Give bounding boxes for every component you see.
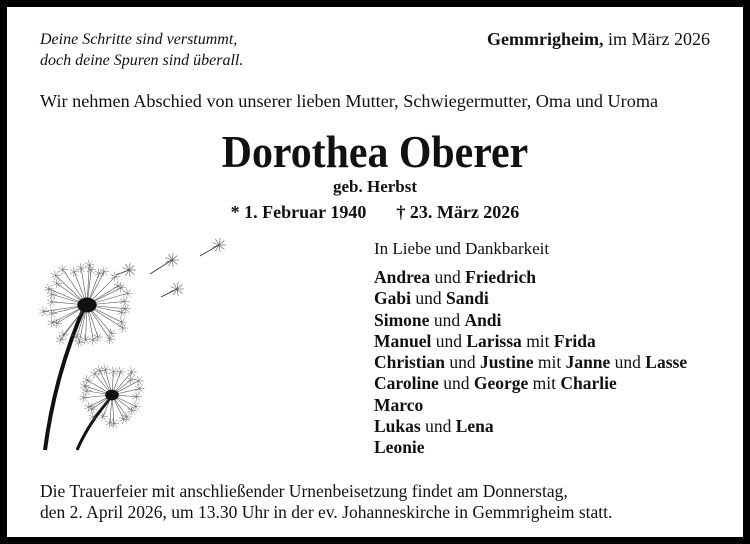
- seed-fluff: [131, 376, 134, 380]
- seed-fluff: [126, 305, 129, 309]
- seed-fluff: [113, 372, 116, 376]
- date: im März 2026: [608, 29, 710, 49]
- seed-fluff: [52, 313, 55, 317]
- seed-fluff: [122, 318, 125, 322]
- family-member-name: Janne: [565, 352, 611, 373]
- family-member-line: [374, 395, 687, 416]
- maiden-name: geb. Herbst: [332, 177, 418, 196]
- connector: und: [420, 416, 456, 437]
- connector: mit: [528, 373, 561, 394]
- seed-fluff: [63, 266, 66, 270]
- seed-fluff: [104, 272, 107, 276]
- seed-fluff: [95, 374, 98, 378]
- family-member-name: Simone: [374, 309, 430, 330]
- seed-fluff: [57, 280, 60, 284]
- seed-fluff: [136, 402, 139, 406]
- quote-line: Deine Schritte sind verstummt,: [40, 31, 238, 48]
- connector: und: [610, 352, 646, 373]
- seed-fluff: [123, 328, 126, 332]
- seed-fluff: [57, 323, 60, 327]
- family-list: [374, 267, 687, 459]
- flying-seed: [150, 260, 172, 274]
- seed-fluff: [140, 389, 143, 393]
- seed-fluff: [103, 417, 106, 421]
- family-member-line: [374, 416, 687, 437]
- family-member-name: Andi: [464, 309, 502, 330]
- connector: und: [438, 373, 474, 394]
- seed-fluff: [128, 293, 131, 297]
- connector: und: [444, 352, 480, 373]
- connector: mit: [521, 330, 554, 351]
- seed-fluff: [139, 377, 142, 381]
- seed-fluff: [89, 261, 92, 265]
- seed-fluff: [98, 333, 101, 337]
- seed-fluff: [140, 385, 143, 389]
- seed-fluff: [79, 343, 82, 347]
- intro-text: Wir nehmen Abschied von unserer lieben Mutter, Schwiegermutter, Oma und Uroma: [40, 91, 659, 111]
- family-member-name: Marco: [374, 394, 424, 415]
- family-member-line: [374, 310, 687, 331]
- dandelion-illustration: [7, 7, 307, 467]
- seed-fluff: [121, 288, 124, 292]
- seed-fluff: [52, 302, 55, 306]
- family-member-line: [374, 331, 687, 352]
- stem: [45, 305, 85, 450]
- quote-line: doch deine Spuren sind überall.: [40, 52, 244, 69]
- birth-date: * 1. Februar 1940: [230, 202, 367, 222]
- family-member-name: Larissa: [466, 330, 522, 351]
- place-date: [487, 30, 710, 48]
- funeral-info-line: Die Trauerfeier mit anschließender Urnenbeisetzung findet am Donnerstag,: [40, 481, 568, 501]
- seed-fluff: [93, 340, 96, 344]
- seed-fluff: [63, 270, 66, 274]
- seed-fluff: [120, 372, 123, 376]
- seed-fluff: [132, 368, 135, 372]
- seed-fluff: [86, 340, 89, 344]
- family-member-name: Charlie: [560, 373, 617, 394]
- quote: [40, 29, 243, 71]
- family-member-name: Gabi: [374, 288, 411, 309]
- family-member-name: Manuel: [374, 330, 432, 351]
- seed-fluff: [52, 323, 55, 327]
- seed-fluff: [139, 381, 142, 385]
- seed-fluff: [74, 268, 77, 272]
- seed-fluff: [77, 337, 80, 341]
- family-member-name: Lena: [455, 416, 494, 437]
- stem: [77, 397, 111, 450]
- seed-fluff: [132, 372, 135, 376]
- seed-fluff: [115, 277, 118, 281]
- seed-fluff: [49, 285, 52, 289]
- seed-fluff: [122, 312, 125, 316]
- seed-fluff: [120, 368, 123, 372]
- seed-fluff: [63, 335, 66, 339]
- seed-fluff: [114, 424, 117, 428]
- family-member-line: [374, 373, 687, 394]
- family-member-line: [374, 437, 687, 458]
- obituary-card: [7, 7, 743, 537]
- family-member-name: Caroline: [374, 373, 439, 394]
- funeral-info: [40, 481, 612, 523]
- seed-fluff: [137, 397, 140, 401]
- connector: und: [430, 267, 466, 287]
- family-member-name: Sandi: [445, 288, 489, 309]
- connector: und: [431, 330, 467, 351]
- connector: und: [429, 309, 465, 330]
- deceased-name: Dorothea Oberer: [221, 127, 529, 177]
- seed-fluff: [87, 376, 90, 380]
- seed-fluff: [112, 329, 115, 333]
- seed-fluff: [128, 289, 131, 293]
- seed-fluff: [105, 366, 108, 370]
- family-member-name: Lasse: [645, 352, 688, 373]
- family-member-line: [374, 267, 687, 288]
- town: Gemmrigheim,: [487, 29, 604, 49]
- family-member-line: [374, 288, 687, 309]
- seed-fluff: [98, 337, 101, 341]
- connector: mit: [533, 352, 566, 373]
- seed-fluff: [44, 312, 47, 316]
- family-member-line: [374, 352, 687, 373]
- flower-head: [77, 298, 96, 313]
- death-date: † 23. März 2026: [396, 202, 520, 222]
- thanks-line: In Liebe und Dankbarkeit: [374, 239, 550, 258]
- seed-fluff: [112, 333, 115, 337]
- seed-fluff: [91, 270, 94, 274]
- family-member-name: George: [473, 373, 529, 394]
- flower-head: [105, 390, 119, 401]
- family-member-name: Justine: [479, 352, 534, 373]
- family-member-name: Leonie: [374, 437, 425, 458]
- seed-fluff: [81, 264, 84, 268]
- funeral-info-line: den 2. April 2026, um 13.30 Uhr in der ev. Johanneskirche in Gemmrigheim statt.: [40, 502, 613, 522]
- seed-fluff: [86, 336, 89, 340]
- seed-fluff: [131, 380, 134, 384]
- seed-fluff: [127, 417, 130, 421]
- life-dates: [7, 203, 743, 221]
- seed-fluff: [52, 298, 55, 302]
- seed-fluff: [61, 340, 64, 344]
- family-member-name: Andrea: [374, 267, 431, 287]
- connector: und: [410, 288, 446, 309]
- seed-fluff: [136, 406, 139, 410]
- family-member-name: Friedrich: [465, 267, 537, 287]
- seed-fluff: [110, 340, 113, 344]
- family-member-name: Christian: [374, 352, 445, 373]
- seed-fluff: [125, 298, 128, 302]
- seed-fluff: [84, 398, 87, 402]
- seed-fluff: [110, 423, 113, 427]
- seed-fluff: [56, 271, 59, 275]
- seed-fluff: [104, 268, 107, 272]
- family-member-name: Lukas: [374, 416, 421, 437]
- family-member-name: Frida: [553, 330, 596, 351]
- seed-fluff: [127, 413, 130, 417]
